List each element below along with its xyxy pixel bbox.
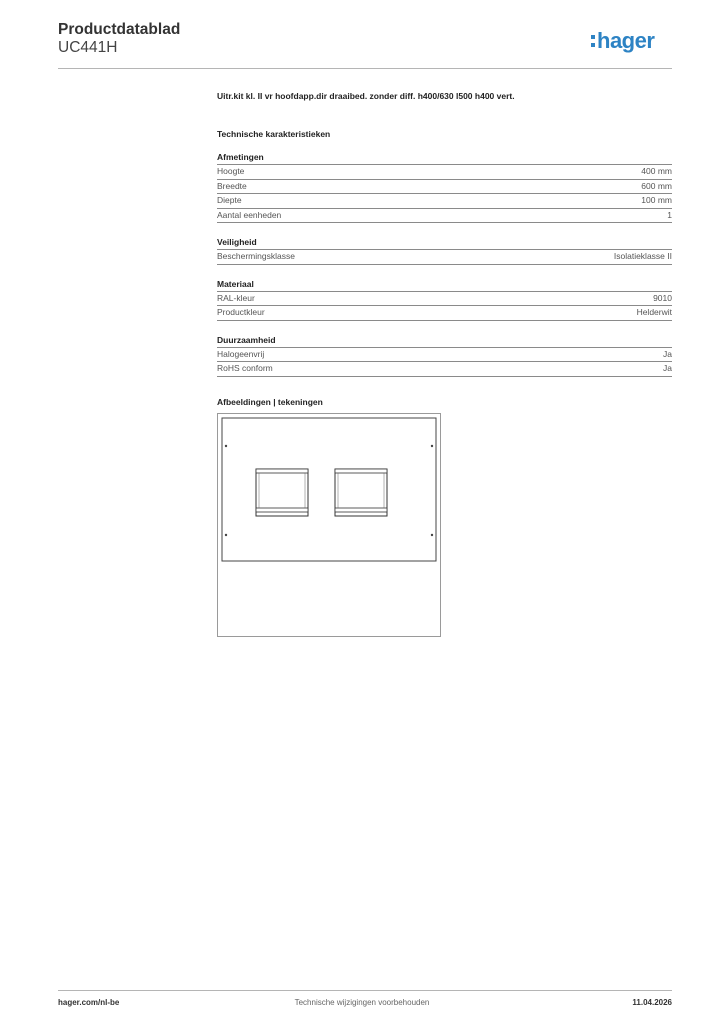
row-label: Diepte bbox=[217, 195, 242, 205]
group-title: Afmetingen bbox=[217, 152, 672, 165]
product-description: Uitr.kit kl. II vr hoofdapp.dir draaibed. zonder diff. h400/630 l500 h400 vert. bbox=[217, 91, 515, 101]
table-row bbox=[217, 348, 672, 363]
header-divider bbox=[58, 68, 672, 69]
logo-colon-icon bbox=[591, 33, 595, 49]
footer-website: hager.com/nl-be bbox=[58, 998, 120, 1007]
row-value: 9010 bbox=[653, 292, 672, 303]
table-row bbox=[217, 250, 672, 265]
technical-drawing bbox=[218, 414, 440, 636]
table-row bbox=[217, 209, 672, 224]
group-title: Materiaal bbox=[217, 279, 672, 292]
screw-hole bbox=[431, 444, 433, 446]
row-label: Breedte bbox=[217, 180, 247, 191]
content-area bbox=[217, 91, 672, 637]
row-value: 1 bbox=[667, 209, 672, 220]
group-title: Veiligheid bbox=[217, 237, 672, 250]
row-label: Productkleur bbox=[217, 307, 265, 317]
table-row bbox=[217, 362, 672, 377]
row-label: RoHS conform bbox=[217, 363, 273, 373]
row-value: 600 mm bbox=[641, 180, 672, 191]
drawings-heading: Afbeeldingen | tekeningen bbox=[217, 396, 323, 407]
product-code: UC441H bbox=[58, 39, 118, 56]
group-duurzaamheid bbox=[217, 335, 672, 377]
row-value: Helderwit bbox=[636, 307, 672, 317]
logo-text: hager bbox=[597, 28, 655, 53]
technical-heading: Technische karakteristieken bbox=[217, 129, 331, 139]
group-materiaal bbox=[217, 279, 672, 321]
table-row bbox=[217, 180, 672, 195]
row-label: Beschermingsklasse bbox=[217, 251, 295, 261]
row-value: Ja bbox=[663, 348, 672, 359]
group-afmetingen bbox=[217, 152, 672, 223]
page-title: Productdatablad bbox=[58, 21, 181, 38]
table-row bbox=[217, 306, 672, 321]
product-drawing bbox=[217, 413, 441, 637]
row-label: Hoogte bbox=[217, 166, 245, 176]
screw-hole bbox=[225, 533, 227, 535]
module-cutout-left bbox=[256, 469, 308, 516]
group-title: Duurzaamheid bbox=[217, 335, 672, 348]
row-value: Ja bbox=[663, 363, 672, 373]
group-veiligheid bbox=[217, 237, 672, 265]
panel-outline bbox=[222, 418, 436, 561]
footer-disclaimer: Technische wijzigingen voorbehouden bbox=[294, 998, 430, 1007]
screw-hole bbox=[225, 444, 227, 446]
footer-divider bbox=[58, 990, 672, 991]
table-row bbox=[217, 165, 672, 180]
screw-hole bbox=[431, 533, 433, 535]
hager-logo bbox=[591, 26, 654, 56]
row-label: Aantal eenheden bbox=[217, 209, 282, 220]
table-row bbox=[217, 194, 672, 209]
module-cutout-right bbox=[335, 469, 387, 516]
row-label: Halogeenvrij bbox=[217, 348, 265, 359]
row-value: 400 mm bbox=[641, 166, 672, 176]
row-value: 100 mm bbox=[641, 195, 672, 205]
footer-date: 11.04.2026 bbox=[632, 998, 672, 1007]
row-value: Isolatieklasse II bbox=[613, 251, 672, 261]
table-row bbox=[217, 292, 672, 307]
row-label: RAL-kleur bbox=[217, 292, 255, 303]
